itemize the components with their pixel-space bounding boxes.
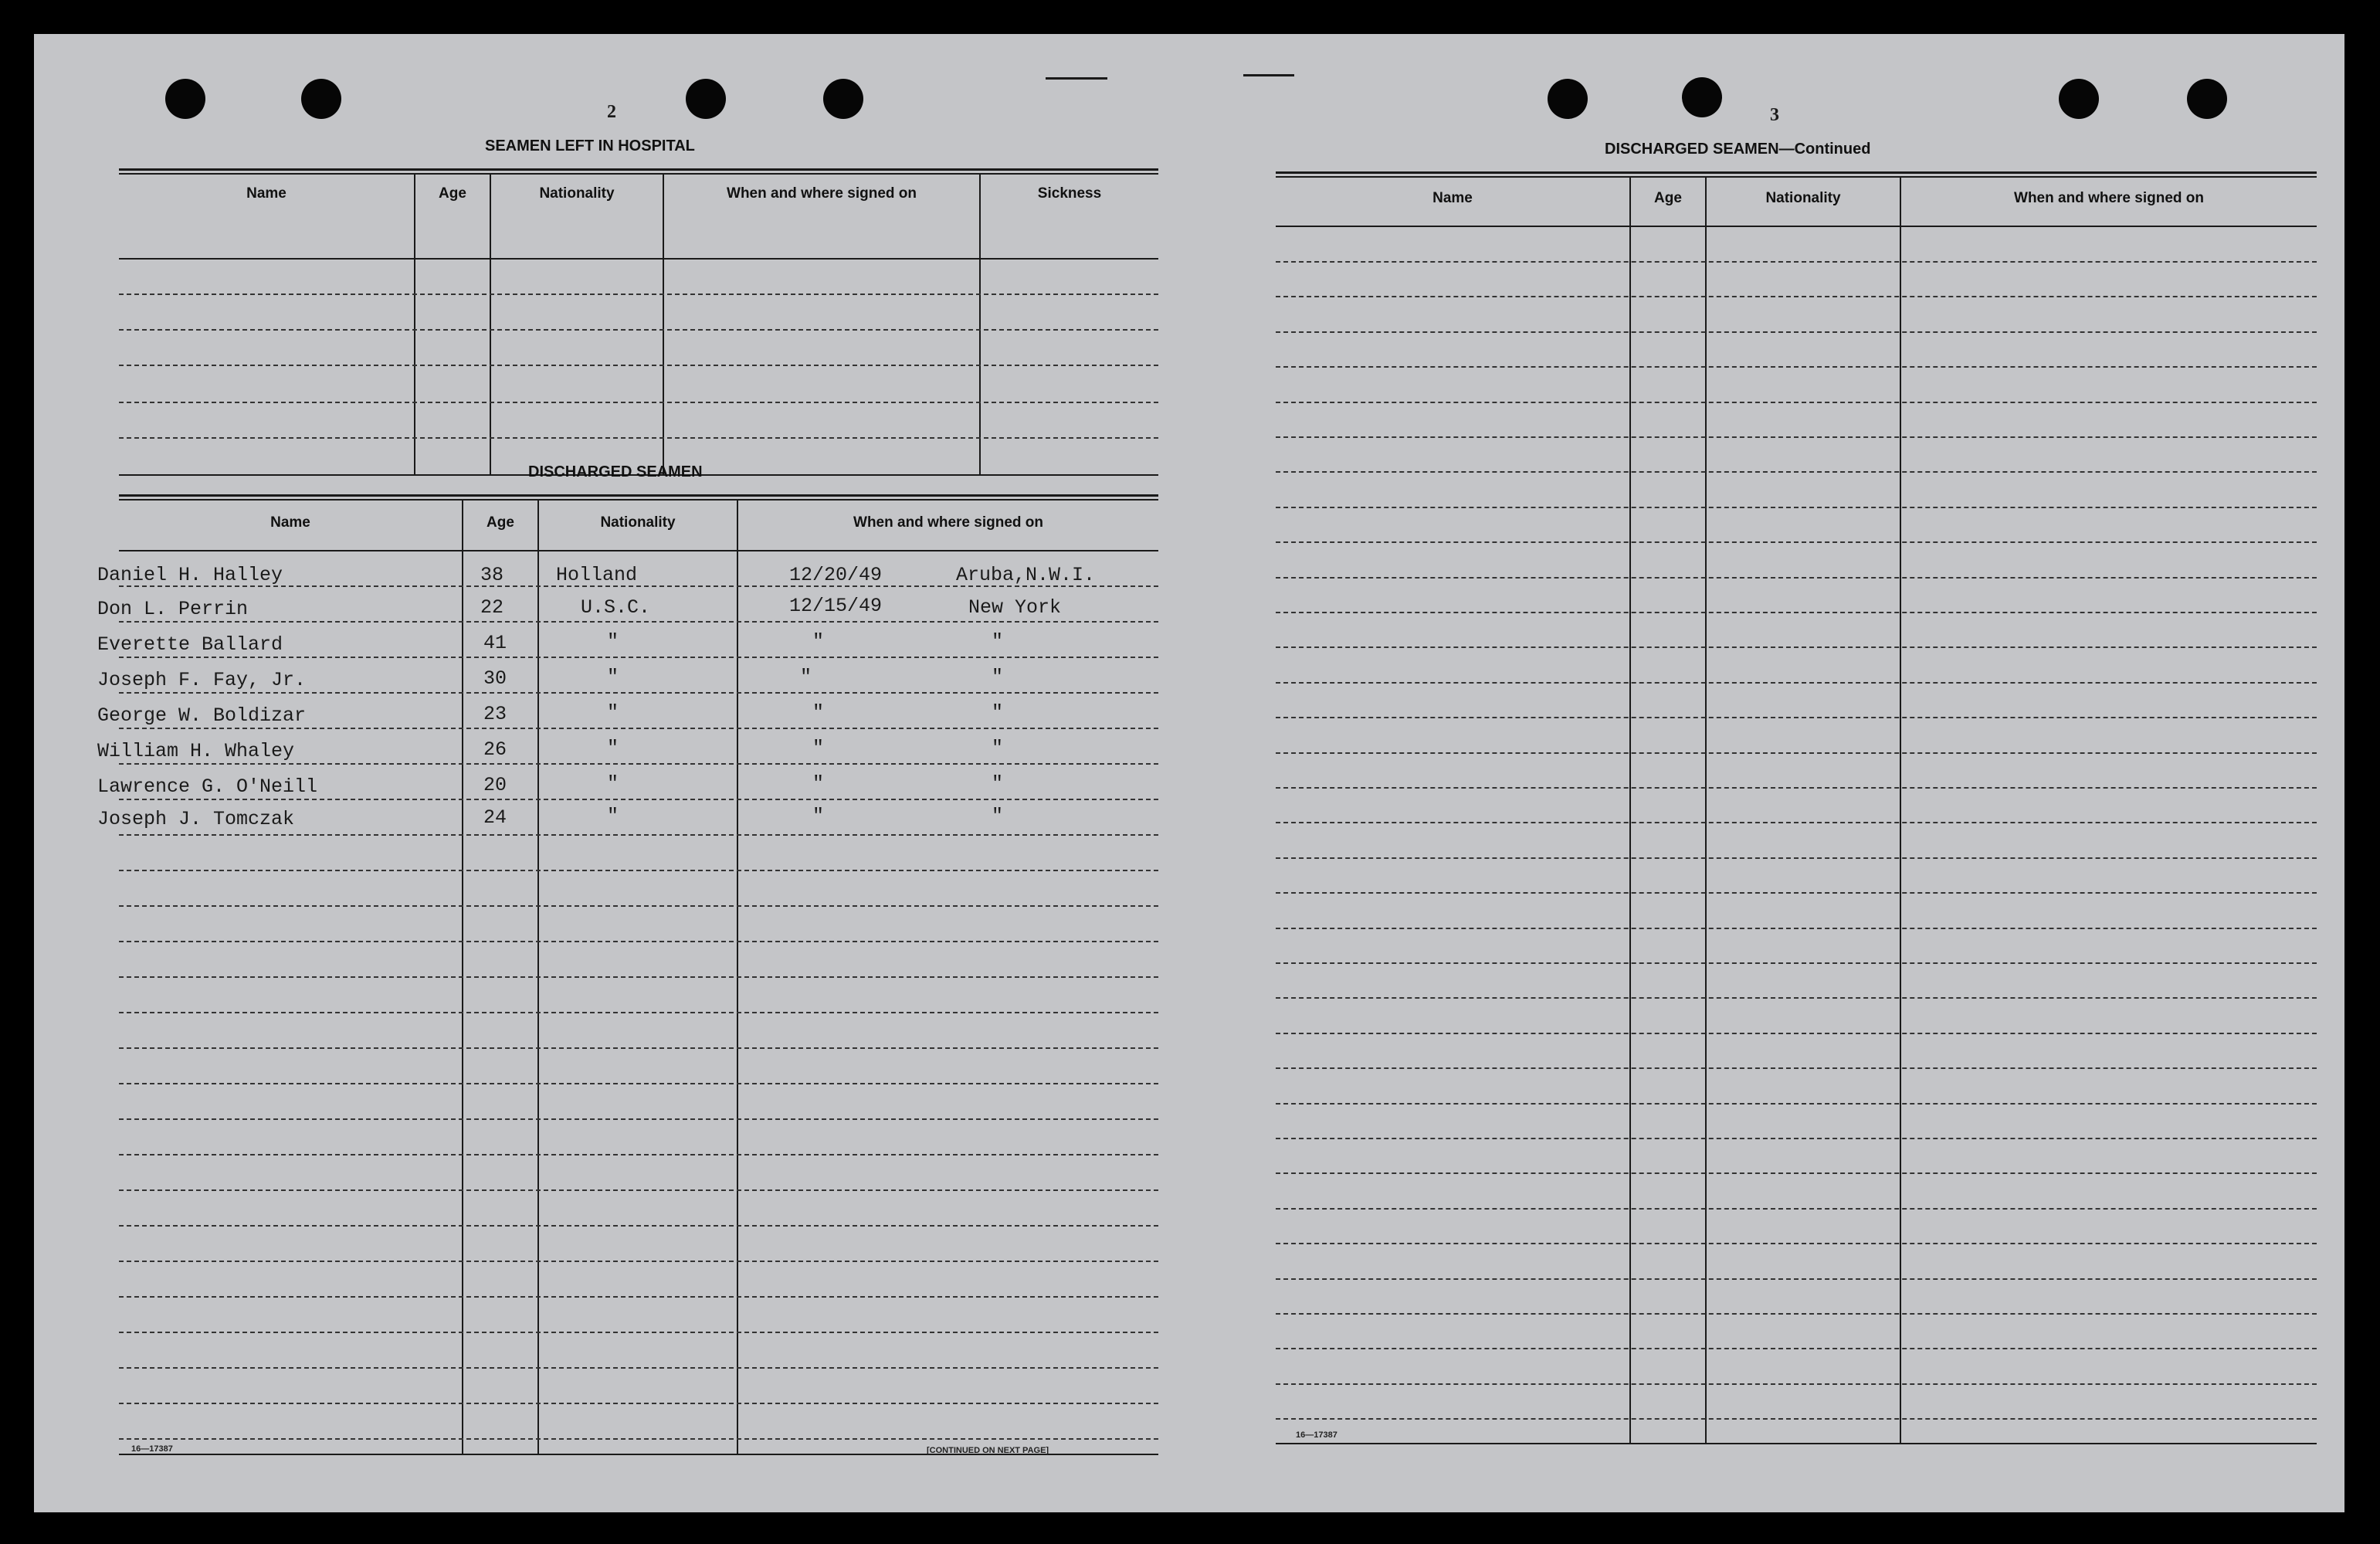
row-line <box>1276 1172 2317 1174</box>
signed-on-date: " <box>812 772 825 795</box>
discharged-section-title: DISCHARGED SEAMEN <box>528 463 703 480</box>
row-line <box>1276 1383 2317 1385</box>
row-line <box>119 1189 1158 1191</box>
row-line <box>119 905 1158 907</box>
header-rule <box>119 258 1158 260</box>
signed-on-place: " <box>992 701 1004 724</box>
row-line <box>1276 296 2317 297</box>
row-line <box>119 1403 1158 1404</box>
signed-on-place: " <box>992 666 1004 688</box>
row-line <box>1276 436 2317 438</box>
row-line <box>1276 1138 2317 1139</box>
row-line <box>1276 752 2317 754</box>
seaman-nationality: U.S.C. <box>581 596 651 619</box>
document-scan <box>34 34 2344 1512</box>
col-header-nationality: Nationality <box>539 185 615 202</box>
col-header-age: Age <box>439 185 466 202</box>
seaman-age: 20 <box>483 774 507 796</box>
scan-mark <box>1046 77 1107 80</box>
seaman-age: 24 <box>483 806 507 829</box>
row-line <box>119 728 1158 729</box>
signed-on-place: " <box>992 772 1004 795</box>
seaman-name: Daniel H. Halley <box>97 564 283 586</box>
punch-hole <box>2059 79 2099 119</box>
column-divider <box>490 175 491 474</box>
row-line <box>1276 717 2317 718</box>
row-line <box>1276 682 2317 684</box>
signed-on-place: New York <box>968 596 1062 619</box>
row-line <box>119 329 1158 331</box>
row-line <box>119 870 1158 871</box>
row-line <box>1276 1348 2317 1349</box>
row-line <box>1276 1208 2317 1210</box>
row-line <box>119 621 1158 623</box>
row-line <box>1276 1103 2317 1105</box>
table-top-rule <box>1276 176 2317 178</box>
row-line <box>1276 1418 2317 1420</box>
col-header-age: Age <box>487 514 514 531</box>
col-header-nationality: Nationality <box>600 514 676 531</box>
seaman-nationality: Holland <box>556 564 638 586</box>
signed-on-date: 12/20/49 <box>789 564 883 586</box>
row-line <box>119 941 1158 942</box>
row-line <box>1276 612 2317 613</box>
seaman-age: 26 <box>483 738 507 761</box>
signed-on-date: " <box>812 630 825 653</box>
signed-on-date: " <box>812 805 825 827</box>
signed-on-place: " <box>992 630 1004 653</box>
table-top-rule <box>119 168 1158 171</box>
col-header-signed-on: When and where signed on <box>2014 190 2204 206</box>
punch-hole <box>1682 77 1722 117</box>
signed-on-date: " <box>800 666 812 688</box>
signed-on-date: 12/15/49 <box>789 595 883 617</box>
row-line <box>119 402 1158 403</box>
table-top-rule <box>1276 171 2317 174</box>
seaman-nationality: " <box>607 772 619 795</box>
signed-on-place: " <box>992 737 1004 759</box>
punch-hole <box>2187 79 2227 119</box>
row-line <box>1276 1243 2317 1244</box>
signed-on-place: " <box>992 805 1004 827</box>
header-rule <box>119 550 1158 551</box>
row-line <box>119 1154 1158 1155</box>
page-number-right: 3 <box>1770 105 1779 125</box>
row-line <box>119 1118 1158 1120</box>
discharged-continued-title: DISCHARGED SEAMEN—Continued <box>1605 141 1871 158</box>
signed-on-place: Aruba,N.W.I. <box>956 564 1096 586</box>
row-line <box>1276 1313 2317 1315</box>
col-header-sickness: Sickness <box>1037 185 1102 202</box>
table-bottom-rule <box>1276 1443 2317 1444</box>
header-rule <box>1276 226 2317 227</box>
row-line <box>1276 261 2317 263</box>
row-line <box>119 1367 1158 1369</box>
row-line <box>1276 962 2317 964</box>
signed-on-date: " <box>812 737 825 759</box>
row-line <box>119 437 1158 439</box>
row-line <box>119 1438 1158 1440</box>
row-line <box>1276 402 2317 403</box>
signed-on-date: " <box>812 701 825 724</box>
row-line <box>1276 857 2317 859</box>
row-line <box>119 763 1158 765</box>
row-line <box>119 976 1158 978</box>
column-divider <box>414 175 415 474</box>
row-line <box>1276 928 2317 929</box>
seaman-age: 22 <box>480 596 504 619</box>
seaman-nationality: " <box>607 737 619 759</box>
seaman-nationality: " <box>607 805 619 827</box>
row-line <box>1276 577 2317 579</box>
row-line <box>1276 822 2317 823</box>
seaman-name: William H. Whaley <box>97 740 295 762</box>
row-line <box>1276 646 2317 648</box>
seaman-name: Don L. Perrin <box>97 598 249 620</box>
punch-hole <box>686 79 726 119</box>
col-header-name: Name <box>270 514 310 531</box>
continued-note: [CONTINUED ON NEXT PAGE] <box>927 1446 1049 1455</box>
col-header-name: Name <box>1432 190 1473 206</box>
col-header-name: Name <box>246 185 286 202</box>
seaman-name: Everette Ballard <box>97 633 283 656</box>
row-line <box>1276 892 2317 894</box>
seaman-name: George W. Boldizar <box>97 704 307 727</box>
punch-hole <box>1548 79 1588 119</box>
seaman-nationality: " <box>607 666 619 688</box>
punch-hole <box>301 79 341 119</box>
seaman-age: 38 <box>480 564 504 586</box>
seaman-name: Lawrence G. O'Neill <box>97 775 318 798</box>
punch-hole <box>165 79 205 119</box>
column-divider <box>663 175 664 474</box>
row-line <box>119 1047 1158 1049</box>
row-line <box>119 692 1158 694</box>
discharged-continued-table <box>1276 171 2317 1454</box>
table-top-rule <box>119 499 1158 501</box>
column-divider <box>979 175 981 474</box>
row-line <box>119 365 1158 366</box>
seaman-age: 41 <box>483 632 507 654</box>
form-number-left: 16—17387 <box>131 1444 173 1454</box>
page-number-left: 2 <box>607 102 616 122</box>
row-line <box>119 1083 1158 1084</box>
row-line <box>1276 507 2317 508</box>
col-header-signed-on: When and where signed on <box>727 185 917 202</box>
punch-hole <box>823 79 863 119</box>
hospital-table <box>119 168 1158 477</box>
col-header-nationality: Nationality <box>1765 190 1841 206</box>
row-line <box>119 1225 1158 1227</box>
row-line <box>119 1012 1158 1013</box>
scan-mark <box>1243 74 1294 76</box>
row-line <box>1276 366 2317 368</box>
seaman-nationality: " <box>607 630 619 653</box>
row-line <box>119 1261 1158 1262</box>
row-line <box>119 1296 1158 1298</box>
table-top-rule <box>119 494 1158 497</box>
row-line <box>119 294 1158 295</box>
row-line <box>1276 331 2317 333</box>
seaman-nationality: " <box>607 701 619 724</box>
col-header-signed-on: When and where signed on <box>853 514 1043 531</box>
seaman-age: 30 <box>483 667 507 690</box>
row-line <box>119 799 1158 800</box>
row-line <box>1276 541 2317 543</box>
col-header-age: Age <box>1654 190 1682 206</box>
seaman-name: Joseph F. Fay, Jr. <box>97 669 307 691</box>
seaman-age: 23 <box>483 703 507 725</box>
row-line <box>1276 787 2317 789</box>
row-line <box>1276 1033 2317 1034</box>
row-line <box>119 834 1158 836</box>
hospital-section-title: SEAMEN LEFT IN HOSPITAL <box>485 137 695 154</box>
table-top-rule <box>119 173 1158 175</box>
row-line <box>1276 1278 2317 1280</box>
row-line <box>1276 997 2317 999</box>
row-line <box>1276 471 2317 473</box>
row-line <box>1276 1067 2317 1069</box>
seaman-name: Joseph J. Tomczak <box>97 808 295 830</box>
form-number-right: 16—17387 <box>1296 1430 1337 1440</box>
row-line <box>119 1332 1158 1333</box>
row-line <box>119 657 1158 658</box>
